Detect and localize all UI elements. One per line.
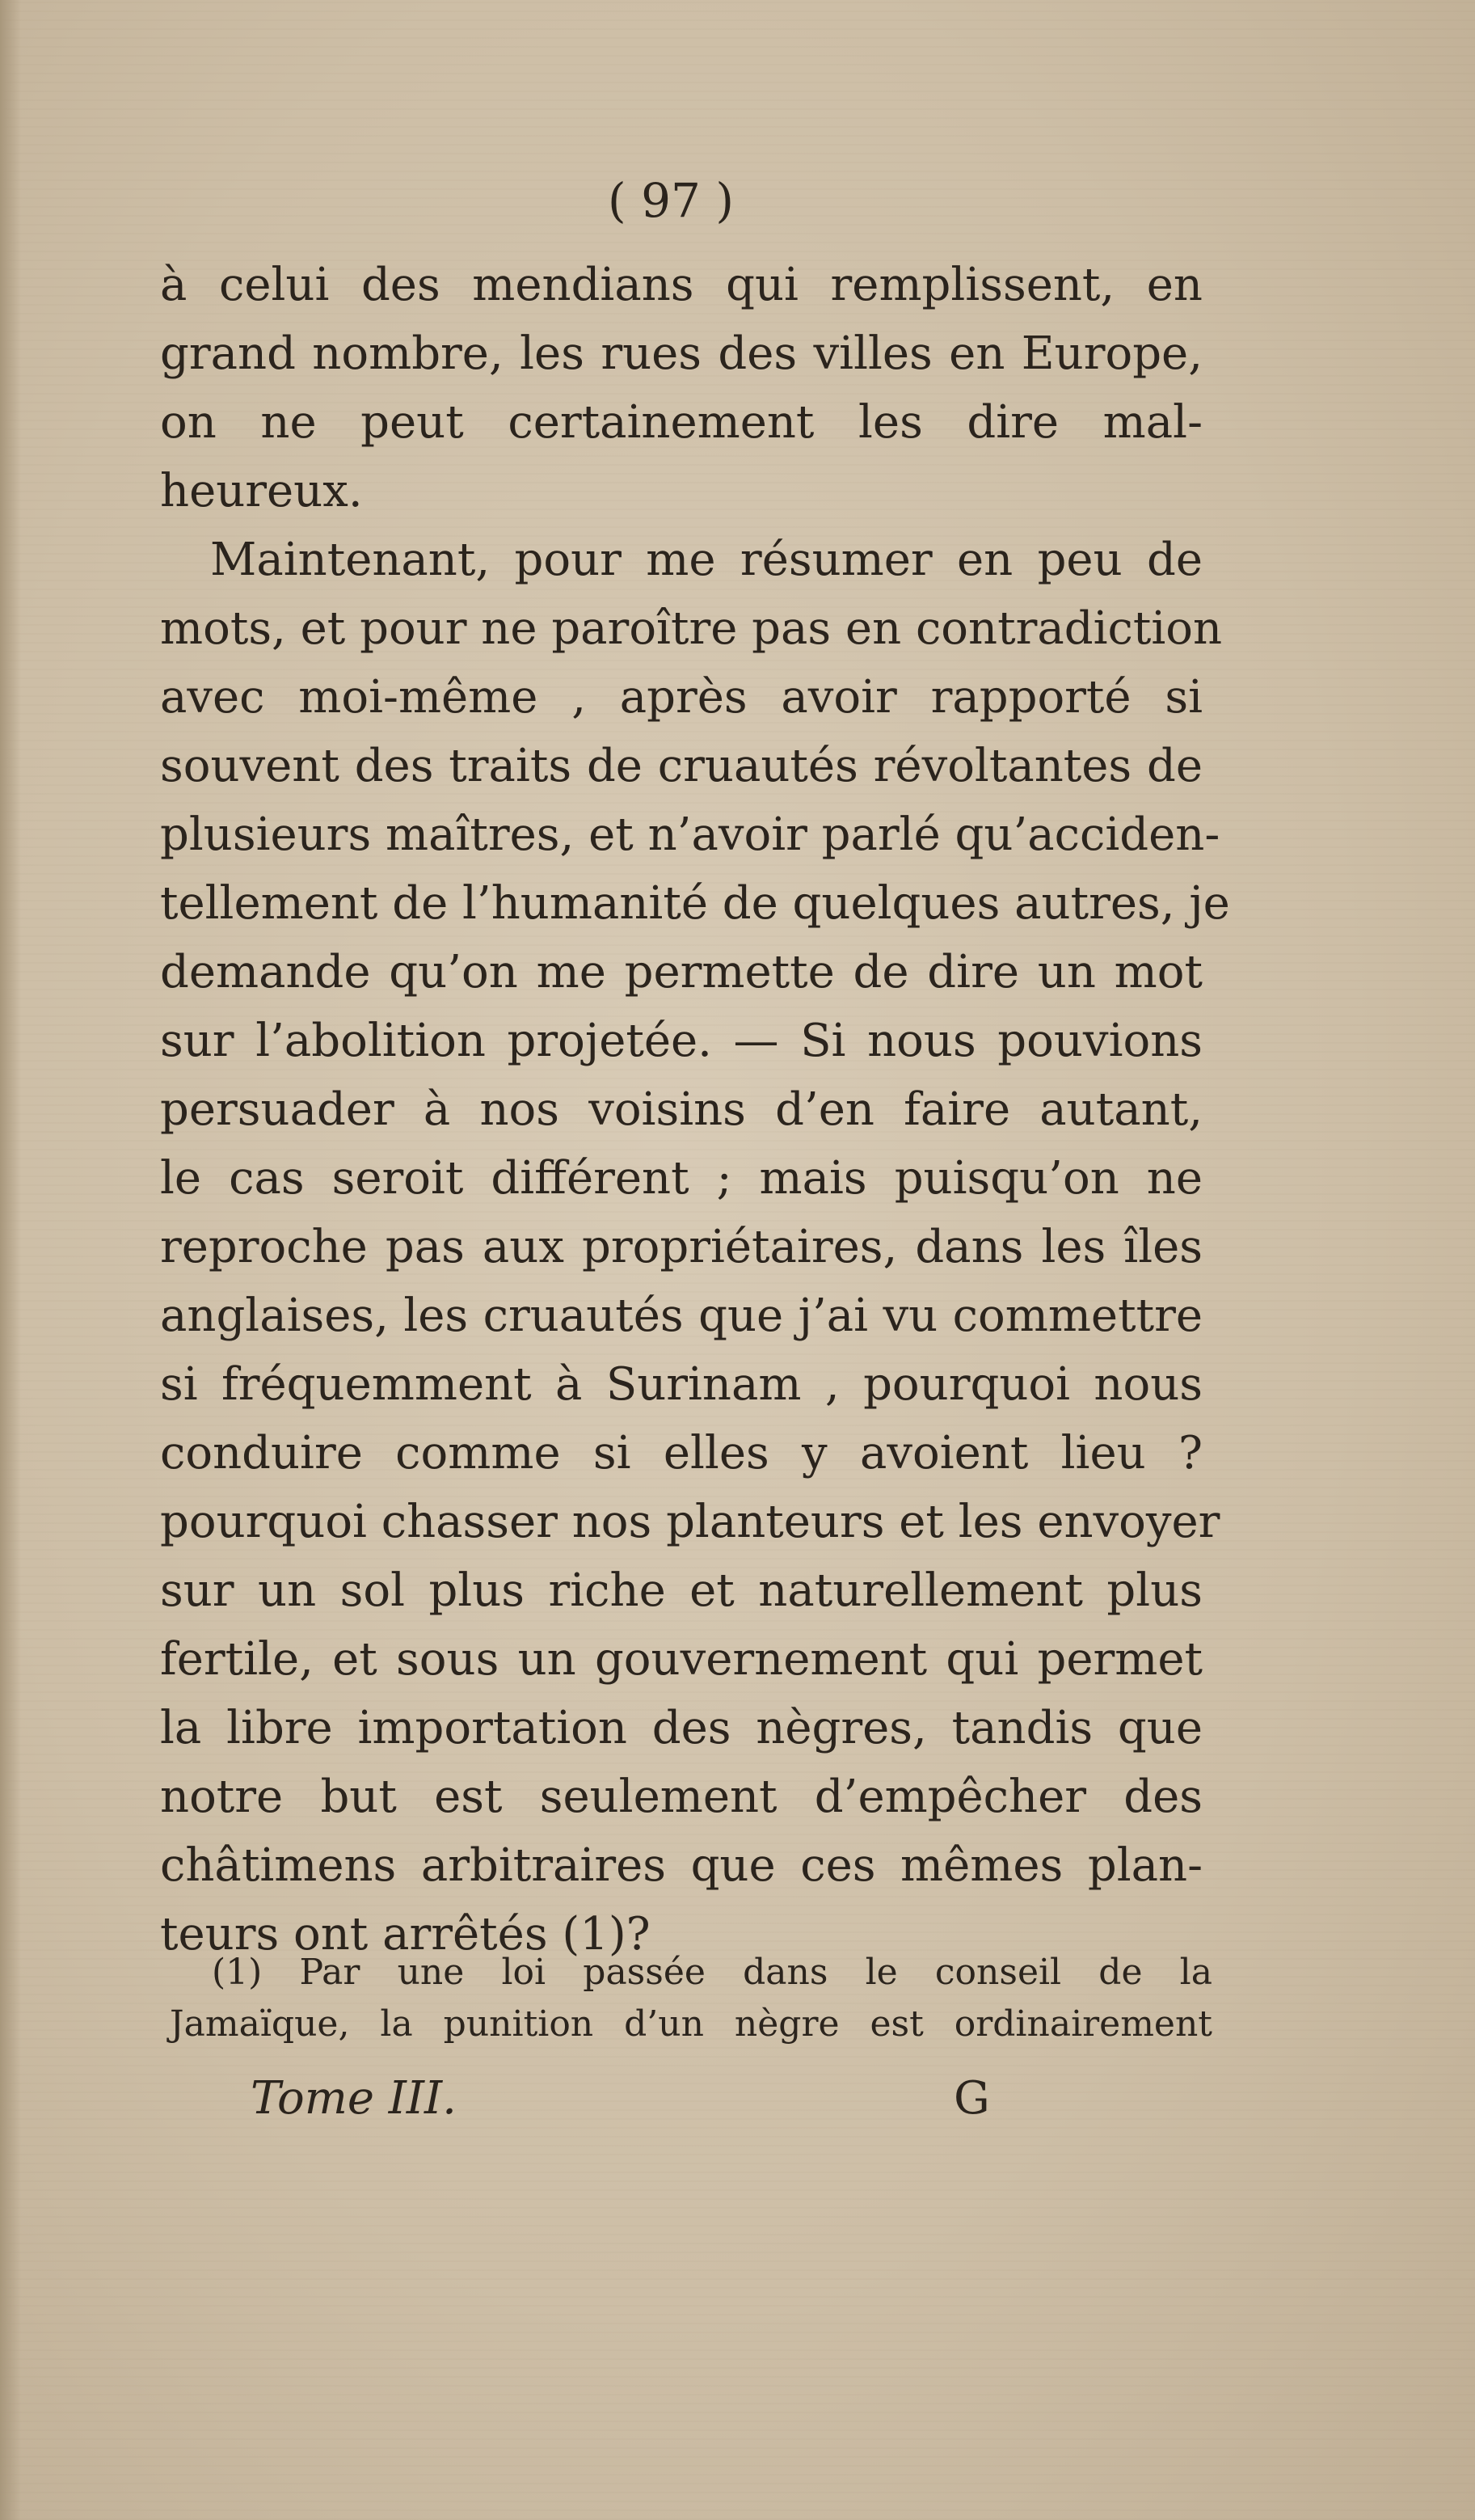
- text-line: conduire comme si elles y avoient lieu ?: [160, 1427, 1203, 1479]
- text-line: teurs ont arrêtés (1)?: [160, 1908, 651, 1961]
- text-line: sur l’abolition projetée. — Si nous pouvions: [160, 1015, 1203, 1067]
- volume-label: Tome III.: [251, 2072, 457, 2125]
- footnote-line: (1) Par une loi passée dans le conseil de la: [212, 1952, 1212, 1993]
- signature-mark: G: [954, 2072, 990, 2125]
- text-line: Maintenant, pour me résumer en peu de: [210, 534, 1203, 586]
- text-line: la libre importation des nègres, tandis que: [160, 1702, 1203, 1754]
- text-line: souvent des traits de cruautés révoltantes de: [160, 740, 1203, 792]
- text-line: grand nombre, les rues des villes en Europe,: [160, 327, 1203, 380]
- text-line: on ne peut certainement les dire mal-: [160, 396, 1203, 449]
- page-edge-shadow: [0, 0, 21, 2520]
- footnote: [170, 1947, 1212, 2050]
- text-line: persuader à nos voisins d’en faire autant,: [160, 1083, 1203, 1136]
- text-line: le cas seroit différent ; mais puisqu’on ne: [160, 1152, 1203, 1205]
- page-number: ( 97 ): [608, 173, 734, 228]
- text-line: avec moi-même , après avoir rapporté si: [160, 671, 1203, 724]
- text-line: à celui des mendians qui remplissent, en: [160, 259, 1203, 311]
- text-line: demande qu’on me permette de dire un mot: [160, 946, 1203, 998]
- text-line: si fréquemment à Surinam , pourquoi nous: [160, 1358, 1203, 1411]
- text-line: reproche pas aux propriétaires, dans les îles: [160, 1221, 1203, 1273]
- footnote-line: Jamaïque, la punition d’un nègre est ordinairement: [170, 2003, 1212, 2045]
- text-line: heureux.: [160, 465, 363, 517]
- text-line: tellement de l’humanité de quelques autres, je: [160, 877, 1230, 930]
- text-line: anglaises, les cruautés que j’ai vu commettre: [160, 1290, 1203, 1342]
- text-line: fertile, et sous un gouvernement qui permet: [160, 1633, 1203, 1686]
- text-line: notre but est seulement d’empêcher des: [160, 1771, 1203, 1823]
- body-text: [160, 251, 1230, 1969]
- text-line: pourquoi chasser nos planteurs et les envoyer: [160, 1496, 1220, 1548]
- text-line: sur un sol plus riche et naturellement plus: [160, 1564, 1203, 1617]
- text-line: mots, et pour ne paroître pas en contradiction: [160, 602, 1223, 655]
- text-line: plusieurs maîtres, et n’avoir parlé qu’acciden-: [160, 808, 1220, 861]
- text-line: châtimens arbitraires que ces mêmes plan-: [160, 1839, 1203, 1892]
- signature-line: [251, 2066, 1059, 2131]
